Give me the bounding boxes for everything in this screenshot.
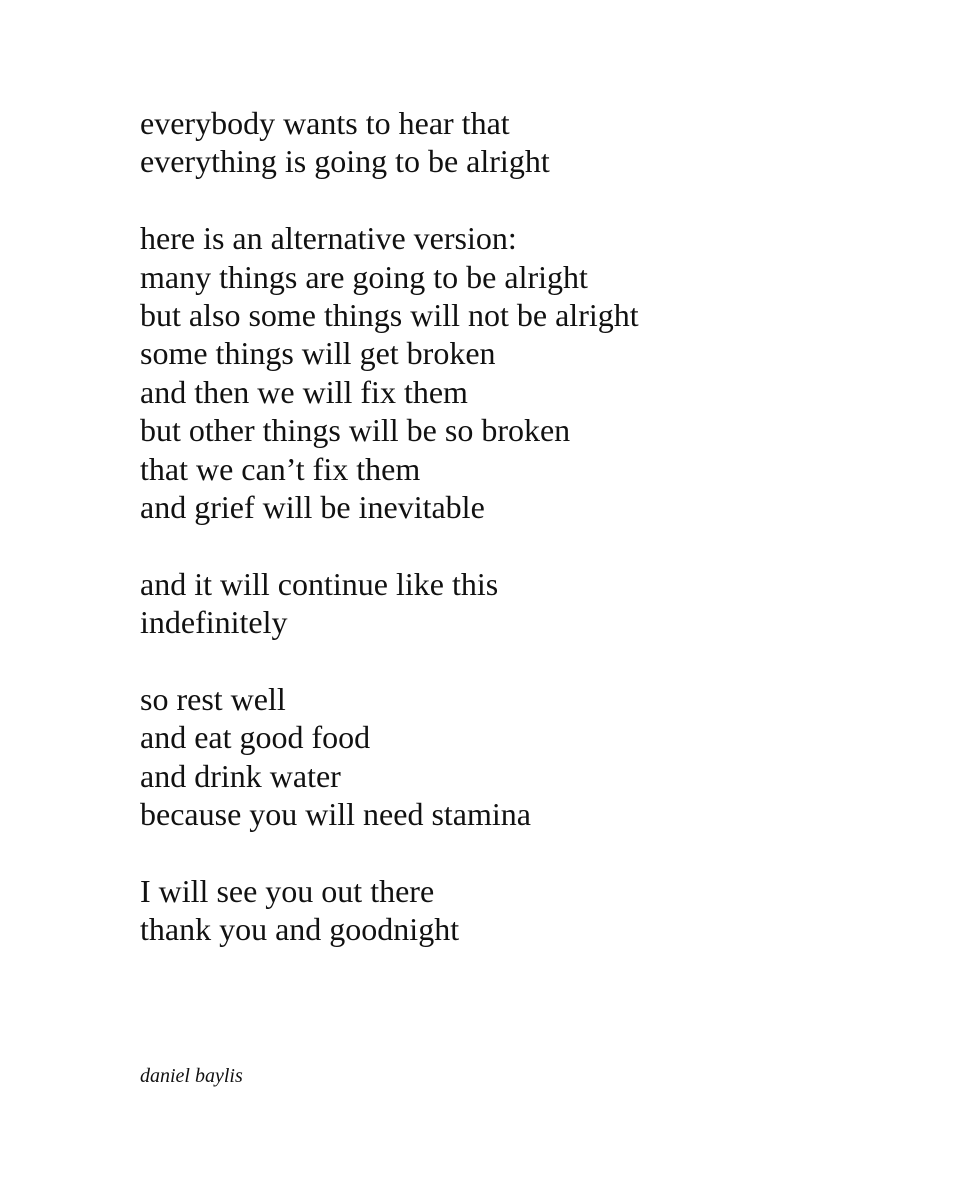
author-signature: daniel baylis [140, 1065, 243, 1087]
poem-line: everything is going to be alright [140, 143, 550, 180]
poem-stanza-4 [140, 680, 900, 834]
poem-line: everybody wants to hear that [140, 105, 510, 141]
poem-stanza-1 [140, 104, 900, 181]
poem-line: that we can’t fix them [140, 450, 421, 487]
poem-line: but other things will be so broken [140, 412, 571, 449]
poem-line: and eat good food [140, 719, 371, 756]
poem-line: but also some things will not be alright [140, 297, 639, 334]
poem-line: I will see you out there [140, 873, 435, 910]
poem-stanza-3 [140, 565, 900, 642]
poem-body [140, 104, 900, 949]
poem-line: because you will need stamina [140, 796, 531, 833]
poem-line: thank you and goodnight [140, 911, 460, 948]
poem-stanza-2 [140, 219, 900, 526]
poem-line: and drink water [140, 757, 341, 794]
poem-line: here is an alternative version: [140, 220, 517, 257]
poem-stanza-5 [140, 872, 900, 949]
poem-line: some things will get broken [140, 335, 496, 372]
poem-line: indefinitely [140, 604, 288, 641]
poem-line: many things are going to be alright [140, 258, 588, 295]
poem-line: and it will continue like this [140, 565, 499, 602]
poem-line: and grief will be inevitable [140, 489, 485, 526]
poem-line: so rest well [140, 681, 286, 718]
poem-line: and then we will fix them [140, 373, 468, 410]
